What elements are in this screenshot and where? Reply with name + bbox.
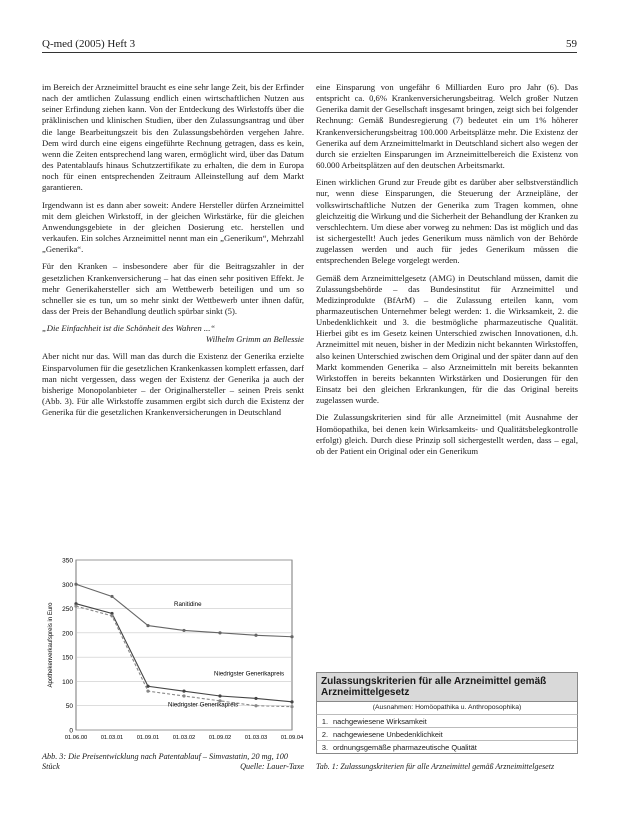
row-label: nachgewiesene Unbedenklichkeit	[333, 729, 443, 739]
row-number: 2.	[321, 729, 329, 739]
paragraph: Einen wirklichen Grund zur Freude gibt es darüber aber selbstverständlich nur, wenn diese Einsparungen, die Steuerung der Arzneipläne, der volkswirtschaftliche Nutzen der Generika zum Tragen kommen, ohne gleichzeitig die Wirkung und die Sicherheit der Behandlung der Kranken zu verschlechtern. Um diese aber vorweg zu nehmen: Das ist möglich und das ist sichergestellt! Auch jedes Generikum muss nämlich von der Behörde zugelassen werden und auch für jedes Generikum müssen die entsprechenden Belege vorgelegt werden.	[316, 177, 578, 266]
paragraph: Irgendwann ist es dann aber soweit: Andere Hersteller dürfen Arzneimittel mit dem gleichen Wirkstoff, in der gleichen Wirkstärke, für die gleichen Anwendungsgebiete in der gleichen Dosierung etc. herstellen und verkaufen. Ein solches Arzneimittel nennt man ein „Generikum“, Mehrzahl „Generika“.	[42, 199, 304, 255]
row-number: 1.	[321, 716, 329, 726]
y-tick-label: 300	[62, 581, 73, 589]
series-label: Ranitidine	[174, 601, 202, 609]
x-tick-label: 01.03.03	[244, 735, 268, 741]
data-point	[146, 624, 149, 627]
paragraph: Die Zulassungskriterien sind für alle Arzneimittel (mit Ausnahme der Homöopathika, bei denen kein Wirksamkeits- und Qualitätsbelegkontrolle erfolgt) gleich. Durch diese Prinzip soll sichergestellt werden, dass – egal, ob der Patient ein Original oder ein Generikum	[316, 412, 578, 456]
series-label: Niedrigster Generikapreis	[168, 701, 239, 709]
series-label: Niedrigster Generikapreis	[214, 670, 285, 678]
quote-text: „Die Einfachheit ist die Schönheit des Wahren ...“	[42, 323, 216, 334]
data-point	[218, 631, 221, 634]
table-title: Zulassungskriterien für alle Arzneimittel gemäß Arzneimittelgesetz	[316, 672, 578, 702]
quote	[42, 323, 304, 345]
table-row	[316, 740, 578, 754]
data-point	[290, 700, 293, 703]
left-column	[42, 82, 304, 424]
y-axis-label: Apothekenverkaufspreis in Euro	[48, 602, 54, 688]
running-header	[42, 36, 577, 53]
quote-source: Wilhelm Grimm an Bellessie	[205, 334, 304, 345]
row-label: nachgewiesene Wirksamkeit	[333, 716, 427, 726]
page-number: 59	[566, 38, 577, 50]
data-point	[182, 694, 185, 697]
table-row	[316, 714, 578, 727]
data-point	[182, 690, 185, 693]
data-point	[254, 697, 257, 700]
x-tick-label: 01.09.01	[136, 735, 160, 741]
row-label: ordnungsgemäße pharmazeutische Qualität	[333, 742, 477, 752]
paragraph: Für den Kranken – insbesondere aber für die Beitragszahler in der gesetzlichen Krankenversicherung – hat das einen sehr positiven Effekt. Je mehr Generikahersteller sich am Wettbewerb beteiligen und um so schneller sie es tun, um so mehr sinkt der Wettbewerb unter ihnen dafür, dass der Preis der Behandlung deutlich spürbar sinkt (5).	[42, 261, 304, 316]
data-point	[218, 694, 221, 697]
row-number: 3.	[321, 742, 329, 752]
x-tick-label: 01.06.00	[64, 735, 88, 741]
paragraph: im Bereich der Arzneimittel braucht es eine sehr lange Zeit, bis der Erfinder nach der amtlichen Zulassung endlich einen wirtschaftlichen Nutzen aus seiner Erfindung ziehen kann. Von der Entdeckung des Wirkstoffs über die präklinischen und klinischen Studien, über den Zulassungsantrag und über die lange Bearbeitungszeit bis den Zulassungsbehörden vergehen Jahre. Dem wird durch eine eigens eingeführte Rechnung getragen, dass es kein, wenn die Zeiten entsprechend lang waren, ermöglicht wird, über das Datum des Patentablaufs hinaus Schutzzertifikate zu erhalten, die dem in Europa noch für einen entsprechenden Zeitraum Alleinstellung auf dem Markt garantieren.	[42, 82, 304, 193]
data-point	[146, 690, 149, 693]
data-point	[74, 583, 77, 586]
data-point	[74, 605, 77, 608]
paragraph: Aber nicht nur das. Will man das durch die Existenz der Generika erzielte Einsparvolumen für die gesetzlichen Krankenkassen komplett erfassen, darf man nicht vergessen, dass wegen der Existenz der Generika ja auch der bisherige Monopolanbieter – der Originalhersteller – seinen Preis senkt (Abb. 3). Für alle Wirkstoffe zusammen ergibt sich durch die Existenz der Generika für die gesetzlichen Krankenversicherungen in Deutschland	[42, 351, 304, 418]
y-tick-label: 200	[62, 630, 73, 638]
figure-caption-source: Quelle: Lauer-Taxe	[240, 762, 304, 771]
data-point	[110, 614, 113, 617]
x-tick-label: 01.09.02	[208, 735, 232, 741]
data-point	[254, 704, 257, 707]
y-tick-label: 150	[62, 654, 73, 662]
table-subtitle: (Ausnahmen: Homöopathika u. Anthroposophika)	[316, 702, 578, 714]
figure-caption	[42, 752, 304, 772]
data-point	[290, 635, 293, 638]
price-chart	[42, 552, 304, 752]
y-tick-label: 350	[62, 557, 73, 565]
table-caption: Tab. 1: Zulassungskriterien für alle Arzneimittel gemäß Arzneimittelgesetz	[316, 762, 555, 771]
data-point	[254, 634, 257, 637]
y-tick-label: 250	[62, 606, 73, 614]
criteria-table	[316, 672, 578, 792]
data-point	[146, 685, 149, 688]
table-row	[316, 727, 578, 740]
paragraph: Gemäß dem Arzneimittelgesetz (AMG) in Deutschland müssen, damit die Zulassungsbehörde – das Bundesinstitut für Arzneimittel und Medizinprodukte (BfArM) – die Zulassung erteilen kann, vom pharmazeutischen Unternehmer belegt werden: 1. die Wirksamkeit, 2. die Unbedenklichkeit und 3. die bestmögliche pharmazeutische Qualität. Hierbei gibt es im Gesetz keinen Unterschied zwischen Innovationen, d.h. Arzneimittel mit neuen, bisher in der Medizin nicht bekannten Wirkstoffen, also keinen Unterschied zwischen dem Original und der später dann auf den Markt kommenden Generika – also Arzneimitteln mit bereits bekannten Wirkstoffen in bereits bekannten Wirkstärken und Dosierungen für den Einsatz bei den gleichen Erkrankungen, für die das Original bereits zugelassen wurde.	[316, 272, 578, 406]
data-point	[110, 595, 113, 598]
journal-name: Q-med (2005) Heft 3	[42, 38, 136, 50]
right-column	[316, 82, 578, 463]
paragraph: eine Einsparung von ungefähr 6 Milliarden Euro pro Jahr (6). Das entspricht ca. 0,6% Krankenversicherungsbeitrag. Welch großer Nutzen Generika damit der Gesellschaft insgesamt bringen, zeigt sich bei folgender Rechnung: Gemäß Bundesregierung (7) bedeutet ein um 1% höherer Krankenversicherungsbeitrag 100.000 Arbeitsplätze mehr. Die Existenz der Generika auf dem Arzneimittelmarkt in Deutschland sichert also wegen der durch sie erzielten Einsparungen im Arzneimittelbereich die Existenz von 60.000 Arbeitsplätzen auf den deutschen Arbeitsmarkt.	[316, 82, 578, 171]
y-tick-label: 50	[65, 703, 73, 711]
y-tick-label: 0	[69, 727, 73, 735]
chart-svg	[42, 552, 304, 750]
data-point	[290, 705, 293, 708]
x-tick-label: 01.03.01	[100, 735, 124, 741]
x-tick-label: 01.09.04	[280, 735, 304, 741]
data-point	[182, 629, 185, 632]
y-tick-label: 100	[62, 678, 73, 686]
figure-caption-text: Abb. 3: Die Preisentwicklung nach Patentablauf – Simvastatin, 20 mg, 100 Stück	[42, 752, 288, 771]
x-tick-label: 01.03.02	[172, 735, 196, 741]
